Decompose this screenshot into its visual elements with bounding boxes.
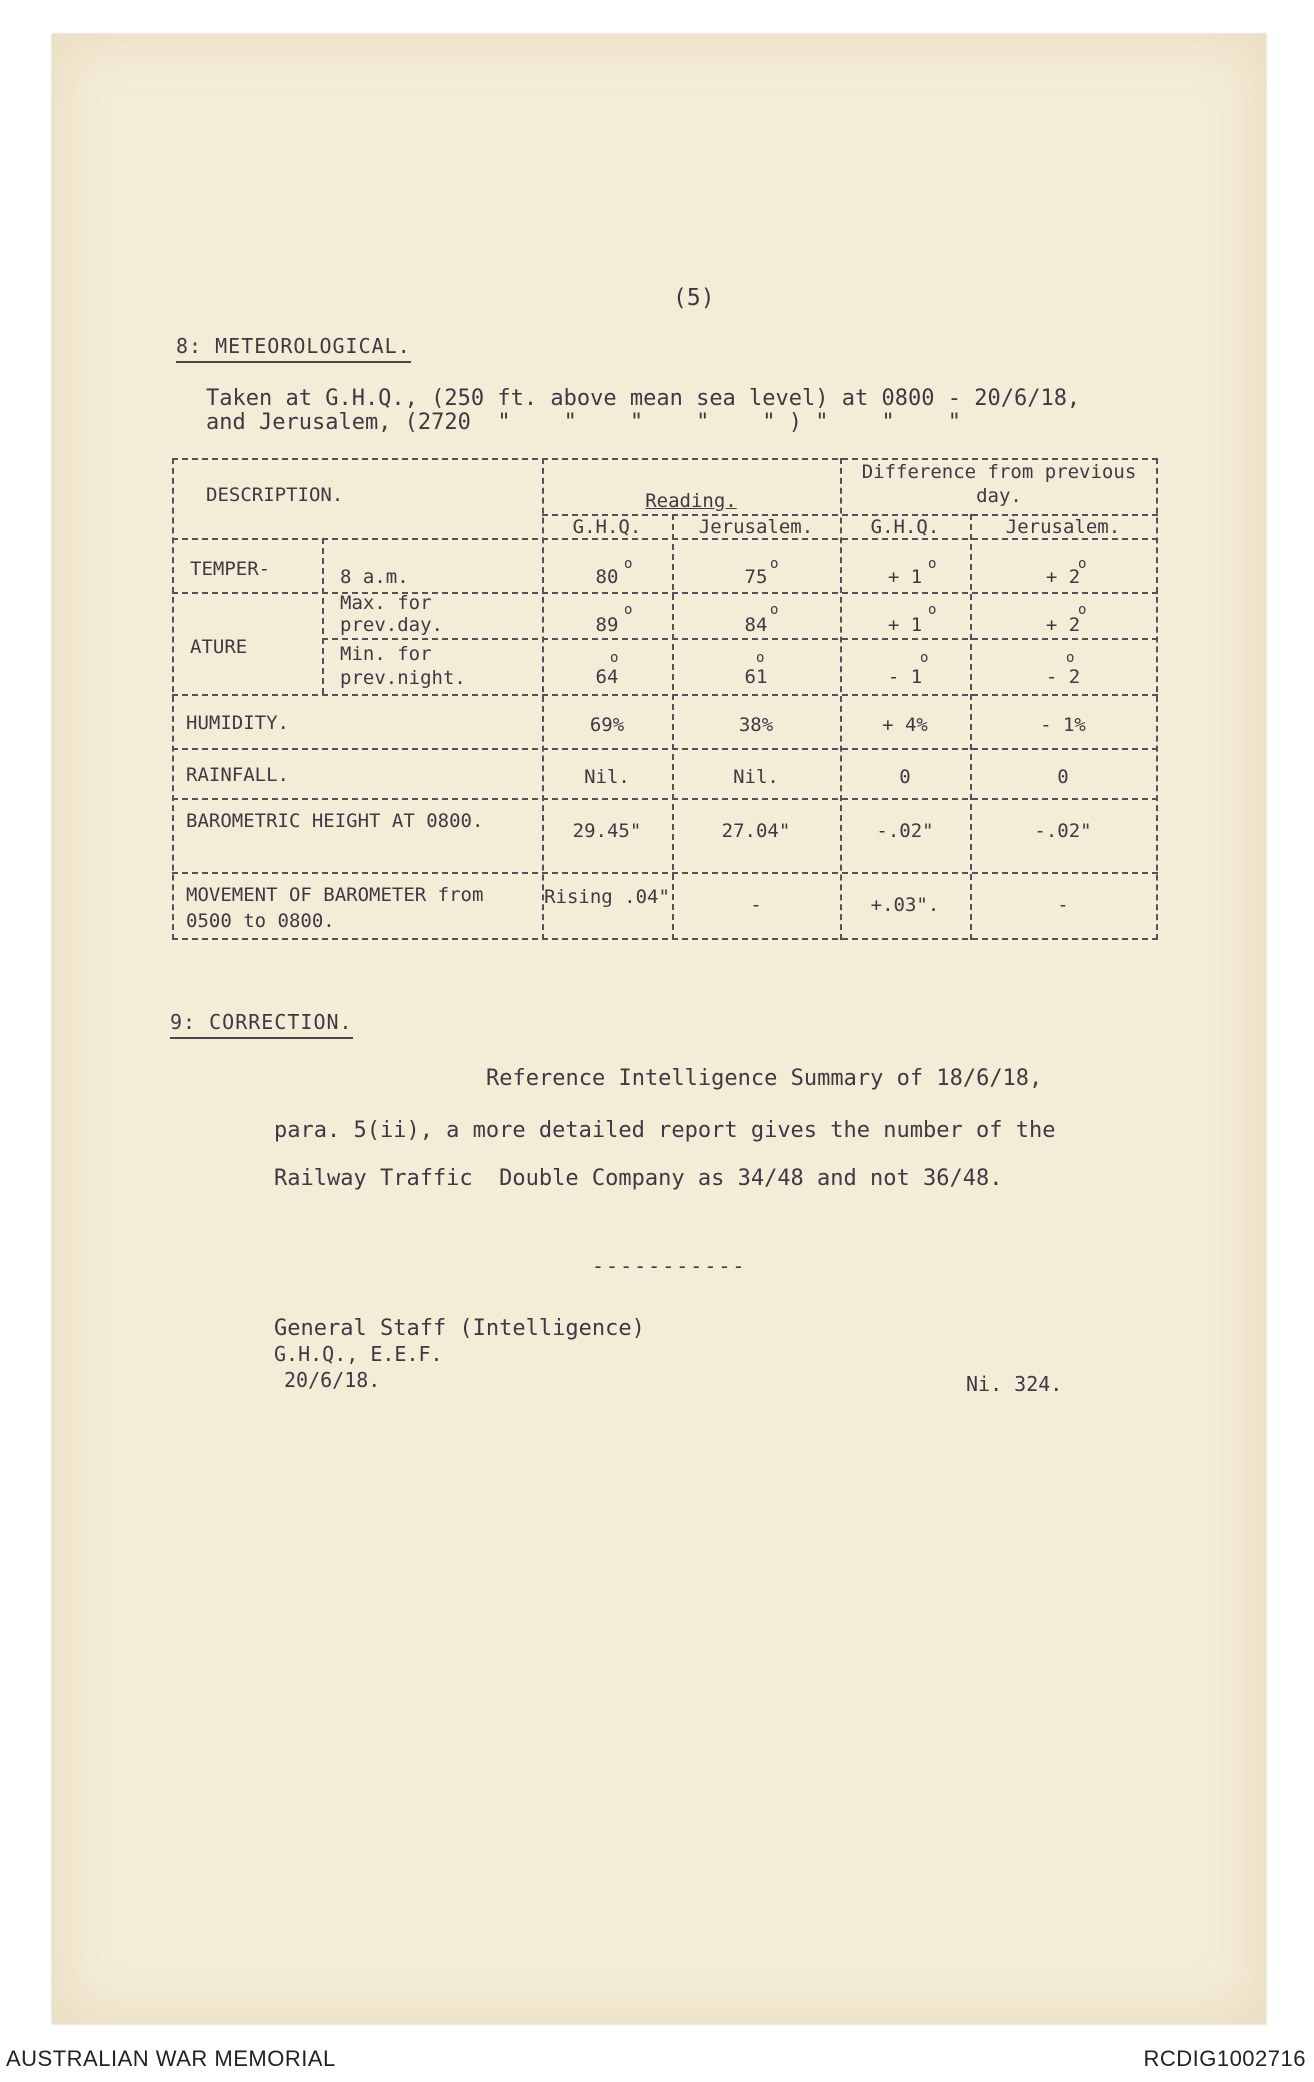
row-min-ghq: 64	[595, 666, 619, 688]
row-humidity-label: HUMIDITY.	[186, 712, 289, 734]
table-rule	[172, 938, 1158, 940]
row-movement-diff-ghq: +.03".	[870, 894, 940, 916]
signature-line-1: General Staff (Intelligence)	[274, 1316, 645, 1341]
temperature-label-bottom: ATURE	[190, 636, 248, 658]
intro-line-2: and Jerusalem, (2720 " " " " " ) " " "	[206, 410, 961, 435]
row-movement-diff-jerusalem: -	[1057, 894, 1069, 916]
meteorological-table	[172, 458, 1158, 940]
table-rule	[172, 458, 174, 940]
degree-mark: o	[928, 602, 937, 618]
row-movement-ghq: Rising .04"	[544, 886, 670, 908]
row-barometric-ghq: 29.45"	[572, 820, 642, 842]
row-8am-label: 8 a.m.	[340, 566, 409, 588]
footer-record-id: RCDIG1002716	[1143, 2046, 1306, 2071]
header-reading: Reading.	[645, 490, 737, 512]
row-barometric-jerusalem: 27.04"	[721, 820, 791, 842]
correction-line-2: para. 5(ii), a more detailed report gives the number of the	[274, 1118, 1056, 1143]
degree-mark: o	[756, 650, 765, 666]
degree-mark: o	[1078, 602, 1087, 618]
intro-line-1: Taken at G.H.Q., (250 ft. above mean sea level) at 0800 - 20/6/18,	[206, 386, 1081, 411]
row-movement-label: MOVEMENT OF BAROMETER from 0500 to 0800.	[186, 884, 484, 932]
row-8am-ghq: 80	[595, 566, 619, 588]
table-rule	[322, 638, 1158, 640]
degree-mark: o	[1066, 650, 1075, 666]
row-max-ghq: 89	[595, 614, 619, 636]
row-movement-jerusalem: -	[750, 894, 762, 916]
footer-institution: AUSTRALIAN WAR MEMORIAL	[6, 2046, 336, 2071]
signature-date: 20/6/18.	[284, 1368, 381, 1392]
row-rainfall-jerusalem: Nil.	[733, 766, 779, 788]
row-min-diff-ghq: - 1	[887, 666, 923, 688]
row-humidity-ghq: 69%	[589, 714, 625, 736]
signature-line-2: G.H.Q., E.E.F.	[274, 1342, 443, 1366]
row-max-jerusalem: 84	[744, 614, 768, 636]
row-humidity-jerusalem: 38%	[738, 714, 774, 736]
temperature-label-top: TEMPER-	[190, 558, 271, 580]
degree-mark: o	[624, 602, 633, 618]
header-ghq: G.H.Q.	[572, 516, 642, 538]
row-8am-diff-ghq: + 1	[887, 566, 923, 588]
row-humidity-diff-ghq: + 4%	[882, 714, 928, 736]
table-rule	[172, 694, 1158, 696]
row-humidity-diff-jerusalem: - 1%	[1040, 714, 1086, 736]
row-rainfall-label: RAINFALL.	[186, 764, 289, 786]
row-max-diff-ghq: + 1	[887, 614, 923, 636]
section-heading-meteorological: 8: METEOROLOGICAL.	[176, 334, 411, 363]
row-8am-diff-jerusalem: + 2	[1045, 566, 1081, 588]
separator-line: -----------	[592, 1254, 747, 1278]
table-rule	[172, 748, 1158, 750]
header-diff-ghq: G.H.Q.	[870, 516, 940, 538]
page-number: (5)	[673, 285, 715, 311]
header-diff-jerusalem: Jerusalem.	[1005, 516, 1121, 538]
degree-mark: o	[624, 556, 633, 572]
row-min-label: Min. for prev.night.	[340, 643, 466, 689]
table-rule	[1156, 458, 1158, 940]
row-max-label: Max. for prev.day.	[340, 592, 443, 636]
table-rule	[172, 872, 1158, 874]
header-difference: Difference from previous day.	[861, 461, 1137, 507]
header-description: DESCRIPTION.	[206, 484, 344, 506]
table-rule	[172, 538, 1158, 540]
degree-mark: o	[1078, 556, 1087, 572]
row-barometric-diff-ghq: -.02"	[876, 820, 934, 842]
row-barometric-label: BAROMETRIC HEIGHT AT 0800.	[186, 810, 484, 832]
degree-mark: o	[610, 650, 619, 666]
table-rule	[172, 592, 1158, 594]
row-8am-jerusalem: 75	[744, 566, 768, 588]
correction-line-1: Reference Intelligence Summary of 18/6/18,	[486, 1066, 1043, 1091]
correction-line-3: Railway Traffic Double Company as 34/48 and not 36/48.	[274, 1166, 1003, 1191]
row-max-diff-jerusalem: + 2	[1045, 614, 1081, 636]
row-rainfall-ghq: Nil.	[584, 766, 630, 788]
degree-mark: o	[920, 650, 929, 666]
header-jerusalem: Jerusalem.	[698, 516, 814, 538]
reference-number: Ni. 324.	[966, 1372, 1063, 1396]
row-min-diff-jerusalem: - 2	[1045, 666, 1081, 688]
degree-mark: o	[770, 556, 779, 572]
table-rule	[322, 538, 324, 694]
degree-mark: o	[928, 556, 937, 572]
degree-mark: o	[770, 602, 779, 618]
section-heading-correction: 9: CORRECTION.	[170, 1010, 353, 1039]
row-rainfall-diff-ghq: 0	[899, 766, 911, 788]
row-min-jerusalem: 61	[744, 666, 768, 688]
table-rule	[172, 798, 1158, 800]
row-rainfall-diff-jerusalem: 0	[1057, 766, 1069, 788]
row-barometric-diff-jerusalem: -.02"	[1034, 820, 1092, 842]
